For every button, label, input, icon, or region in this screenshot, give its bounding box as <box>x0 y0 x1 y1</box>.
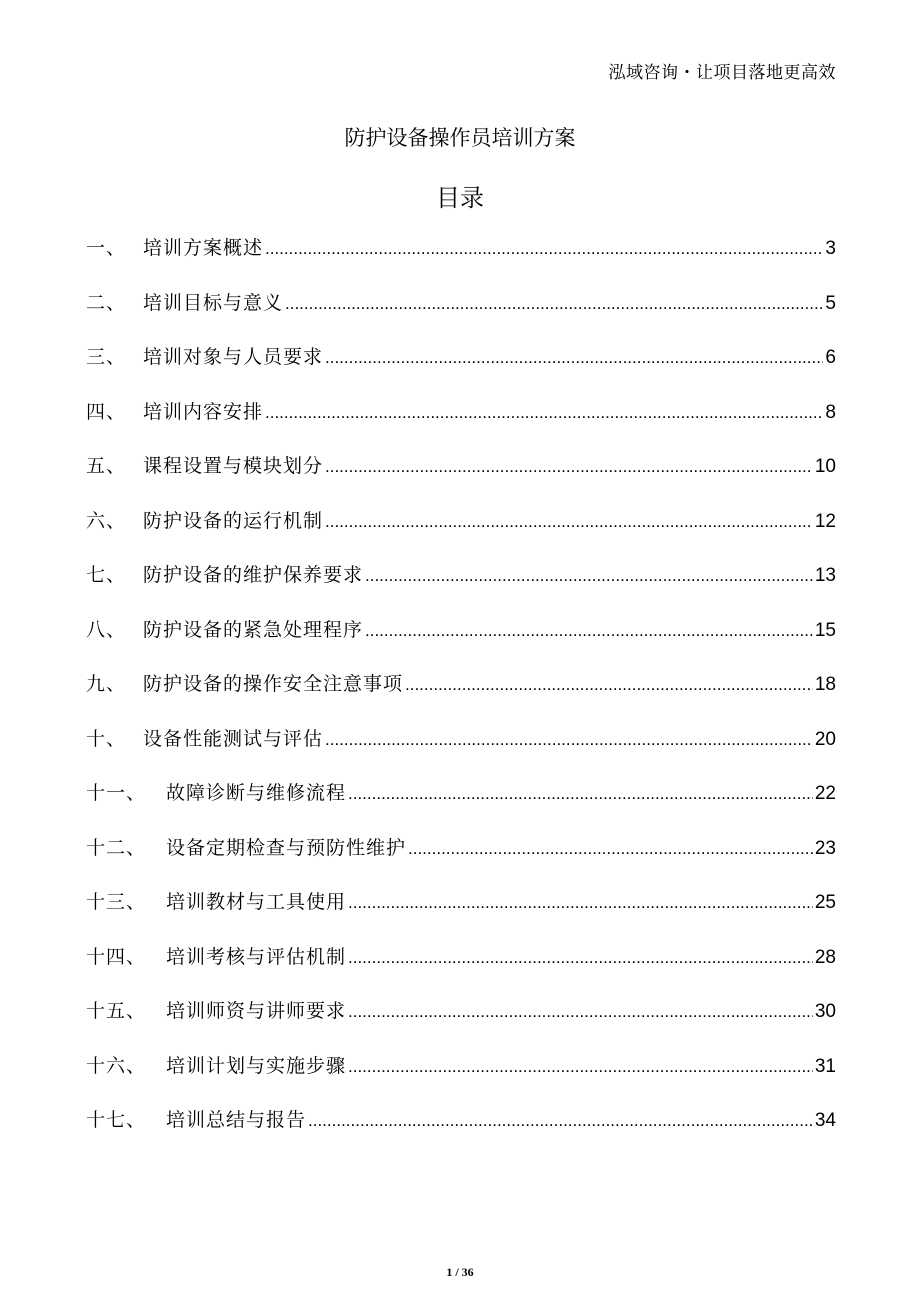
toc-entry-number: 七、 <box>86 564 127 586</box>
table-of-contents <box>86 233 836 1160</box>
toc-entry[interactable] <box>86 942 836 997</box>
toc-entry-number: 二、 <box>86 291 127 314</box>
toc-entry-number: 四、 <box>86 400 127 423</box>
toc-dot-leader <box>348 1057 813 1077</box>
toc-entry-page-number: 22 <box>814 783 836 804</box>
page-header: 泓域咨询・让项目落地更高效 <box>608 63 836 83</box>
toc-dot-leader <box>308 1111 813 1131</box>
toc-entry-page-number: 15 <box>814 619 836 641</box>
toc-entry-label: 培训考核与评估机制 <box>166 945 347 968</box>
toc-dot-leader <box>348 893 813 913</box>
toc-entry-label: 故障诊断与维修流程 <box>166 782 347 804</box>
toc-entry-number: 八、 <box>86 618 127 641</box>
toc-entry-number: 十五、 <box>86 1000 147 1022</box>
toc-entry-page-number: 12 <box>814 510 836 532</box>
toc-entry-label: 培训师资与讲师要求 <box>166 1000 347 1022</box>
toc-entry-number: 十三、 <box>86 891 147 913</box>
toc-entry-label: 培训目标与意义 <box>143 291 284 314</box>
toc-entry[interactable] <box>86 833 836 888</box>
toc-entry[interactable] <box>86 233 836 288</box>
toc-entry[interactable] <box>86 1105 836 1160</box>
toc-entry-label: 培训计划与实施步骤 <box>166 1054 347 1077</box>
toc-entry[interactable] <box>86 887 836 942</box>
toc-entry[interactable] <box>86 342 836 397</box>
toc-entry-page-number: 10 <box>814 456 836 477</box>
toc-entry-number: 五、 <box>86 455 127 477</box>
toc-entry-label: 培训总结与报告 <box>166 1109 307 1131</box>
toc-heading: 目录 <box>436 184 484 212</box>
toc-entry-page-number: 28 <box>814 946 836 968</box>
page-number-footer: 1 / 36 <box>446 1265 474 1279</box>
toc-entry[interactable] <box>86 669 836 724</box>
toc-entry-page-number: 8 <box>825 401 836 423</box>
toc-entry-number: 一、 <box>86 237 127 259</box>
toc-entry-number: 九、 <box>86 673 127 695</box>
toc-entry[interactable] <box>86 451 836 506</box>
toc-entry-page-number: 30 <box>814 1001 836 1022</box>
toc-entry-number: 十六、 <box>86 1054 147 1077</box>
toc-dot-leader <box>325 457 813 477</box>
toc-dot-leader <box>348 948 813 968</box>
toc-dot-leader <box>365 621 813 641</box>
toc-entry-number: 六、 <box>86 509 127 532</box>
toc-dot-leader <box>405 675 813 695</box>
toc-entry-number: 十、 <box>86 727 127 750</box>
toc-entry[interactable] <box>86 560 836 615</box>
toc-entry-page-number: 31 <box>814 1055 836 1077</box>
toc-entry-label: 防护设备的紧急处理程序 <box>143 618 364 641</box>
toc-dot-leader <box>408 839 813 859</box>
toc-entry-label: 课程设置与模块划分 <box>143 455 324 477</box>
toc-entry[interactable] <box>86 996 836 1051</box>
toc-dot-leader <box>348 784 813 804</box>
toc-entry-page-number: 25 <box>814 892 836 913</box>
toc-entry-number: 十七、 <box>86 1109 147 1131</box>
toc-entry[interactable] <box>86 778 836 833</box>
toc-entry-number: 三、 <box>86 346 127 368</box>
toc-entry-page-number: 34 <box>814 1110 836 1131</box>
toc-entry-page-number: 3 <box>825 238 836 259</box>
toc-entry-number: 十二、 <box>86 836 147 859</box>
toc-entry-number: 十四、 <box>86 945 147 968</box>
document-title: 防护设备操作员培训方案 <box>344 126 576 150</box>
toc-entry[interactable] <box>86 615 836 670</box>
toc-entry-label: 培训教材与工具使用 <box>166 891 347 913</box>
toc-dot-leader <box>348 1002 813 1022</box>
toc-entry-label: 设备性能测试与评估 <box>143 727 324 750</box>
toc-entry-label: 防护设备的运行机制 <box>143 509 324 532</box>
toc-entry-label: 防护设备的维护保养要求 <box>143 564 364 586</box>
toc-dot-leader <box>325 730 813 750</box>
toc-entry[interactable] <box>86 1051 836 1106</box>
toc-entry-page-number: 23 <box>814 837 836 859</box>
toc-entry-label: 培训对象与人员要求 <box>143 346 324 368</box>
toc-dot-leader <box>285 294 823 314</box>
toc-entry-label: 培训内容安排 <box>143 400 264 423</box>
toc-entry[interactable] <box>86 506 836 561</box>
toc-entry-label: 培训方案概述 <box>143 237 264 259</box>
toc-entry-number: 十一、 <box>86 782 147 804</box>
toc-entry-page-number: 13 <box>814 565 836 586</box>
toc-entry[interactable] <box>86 397 836 452</box>
toc-dot-leader <box>265 403 823 423</box>
toc-entry[interactable] <box>86 288 836 343</box>
toc-dot-leader <box>325 512 813 532</box>
toc-entry-page-number: 20 <box>814 728 836 750</box>
toc-entry-page-number: 6 <box>825 347 836 368</box>
toc-entry[interactable] <box>86 724 836 779</box>
toc-entry-page-number: 18 <box>814 674 836 695</box>
toc-dot-leader <box>325 348 823 368</box>
toc-dot-leader <box>365 566 813 586</box>
toc-entry-page-number: 5 <box>825 292 836 314</box>
toc-entry-label: 设备定期检查与预防性维护 <box>166 836 407 859</box>
toc-entry-label: 防护设备的操作安全注意事项 <box>143 673 404 695</box>
toc-dot-leader <box>265 239 823 259</box>
